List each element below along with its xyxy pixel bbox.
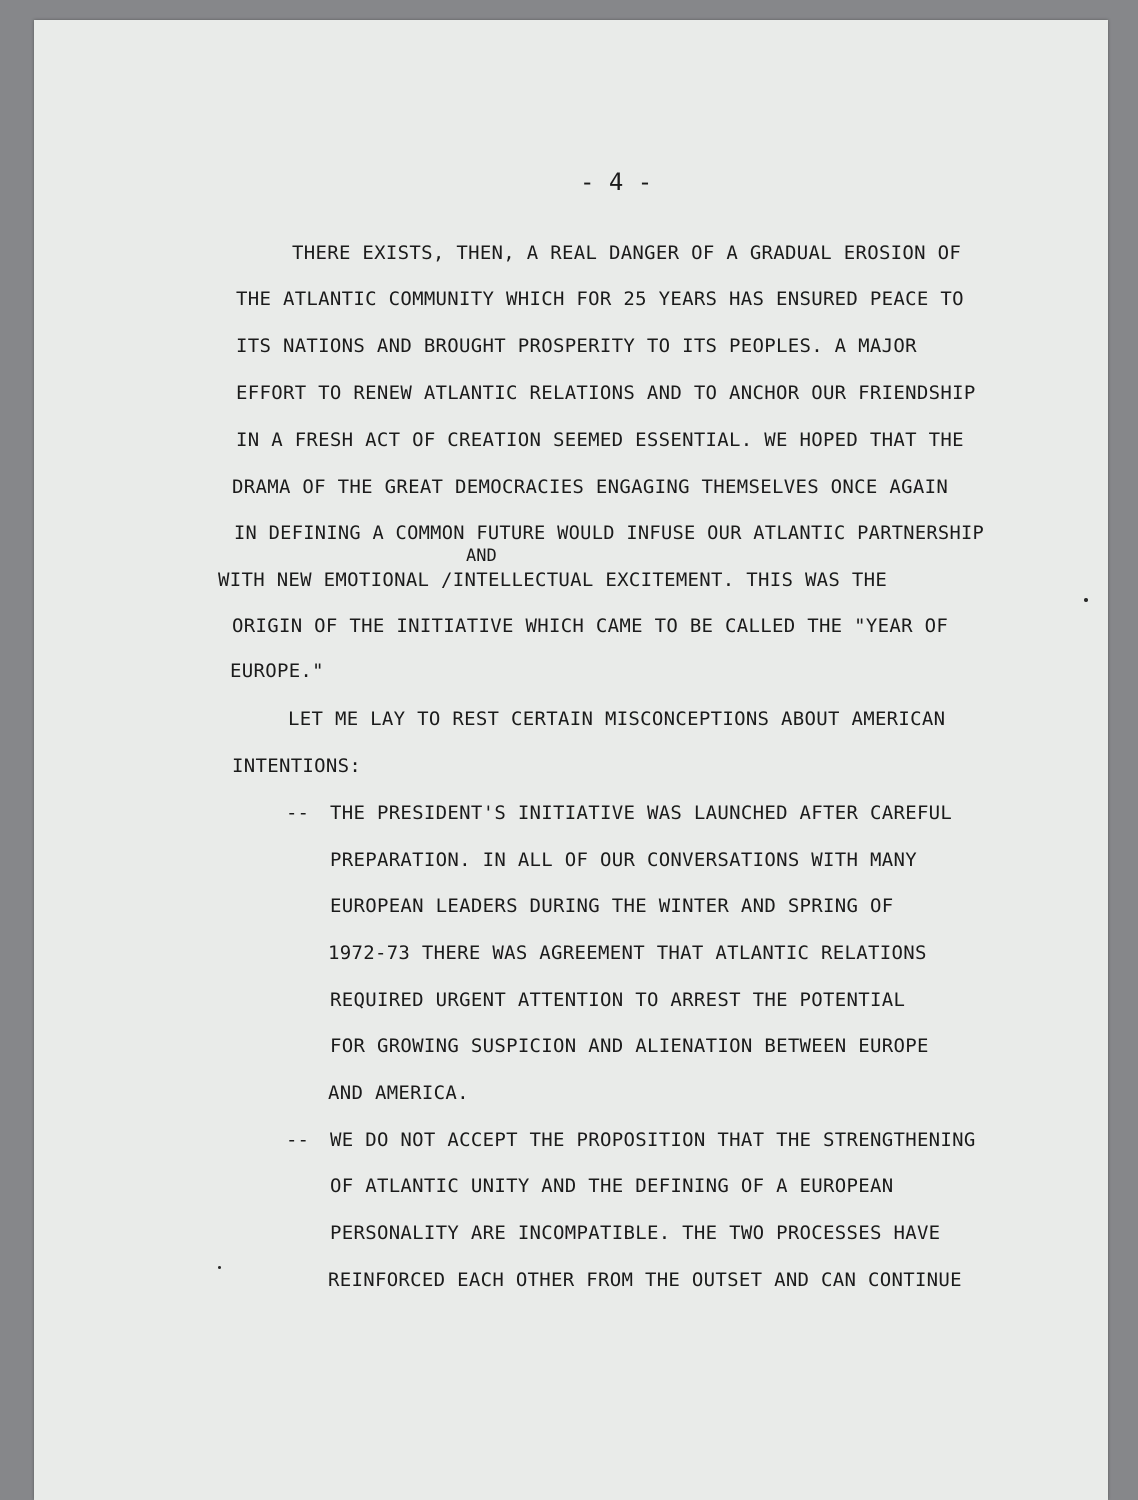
page-number: - 4 - (580, 168, 653, 196)
document-page (34, 20, 1108, 1500)
paragraph-1-line: IN A FRESH ACT OF CREATION SEEMED ESSENTIAL. WE HOPED THAT THE (236, 429, 964, 451)
paragraph-1-line: THE ATLANTIC COMMUNITY WHICH FOR 25 YEARS HAS ENSURED PEACE TO (236, 288, 964, 310)
paragraph-1-line: EUROPE." (230, 660, 324, 682)
bullet-1-line: THE PRESIDENT'S INITIATIVE WAS LAUNCHED AFTER CAREFUL (330, 802, 953, 824)
bullet-1-line: FOR GROWING SUSPICION AND ALIENATION BETWEEN EUROPE (330, 1035, 929, 1057)
bullet-1-line: 1972-73 THERE WAS AGREEMENT THAT ATLANTIC RELATIONS (328, 942, 927, 964)
paragraph-1-line: THERE EXISTS, THEN, A REAL DANGER OF A GRADUAL EROSION OF (292, 242, 962, 264)
paragraph-1-line: IN DEFINING A COMMON FUTURE WOULD INFUSE OUR ATLANTIC PARTNERSHIP (234, 522, 985, 544)
bullet-2-line: REINFORCED EACH OTHER FROM THE OUTSET AND CAN CONTINUE (328, 1269, 962, 1291)
handwritten-insertion: AND (466, 546, 497, 566)
bullet-1-line: EUROPEAN LEADERS DURING THE WINTER AND SPRING OF (330, 895, 894, 917)
bullet-2-line: OF ATLANTIC UNITY AND THE DEFINING OF A EUROPEAN (330, 1175, 894, 1197)
bullet-1-line: AND AMERICA. (328, 1082, 469, 1104)
scan-speck (1084, 598, 1088, 602)
bullet-1-line: REQUIRED URGENT ATTENTION TO ARREST THE POTENTIAL (330, 989, 906, 1011)
paragraph-1-line: ORIGIN OF THE INITIATIVE WHICH CAME TO BE CALLED THE "YEAR OF (232, 615, 949, 637)
paragraph-1-line: DRAMA OF THE GREAT DEMOCRACIES ENGAGING THEMSELVES ONCE AGAIN (232, 476, 949, 498)
bullet-2-line: WE DO NOT ACCEPT THE PROPOSITION THAT THE STRENGTHENING (330, 1129, 976, 1151)
bullet-2-marker: -- (286, 1129, 309, 1151)
paragraph-2-line: LET ME LAY TO REST CERTAIN MISCONCEPTIONS ABOUT AMERICAN (288, 708, 946, 730)
paragraph-1-line: WITH NEW EMOTIONAL /INTELLECTUAL EXCITEMENT. THIS WAS THE (218, 569, 888, 591)
bullet-2-line: PERSONALITY ARE INCOMPATIBLE. THE TWO PROCESSES HAVE (330, 1222, 941, 1244)
scan-speck (218, 1266, 221, 1269)
bullet-1-line: PREPARATION. IN ALL OF OUR CONVERSATIONS WITH MANY (330, 849, 917, 871)
paragraph-1-line: ITS NATIONS AND BROUGHT PROSPERITY TO ITS PEOPLES. A MAJOR (236, 335, 917, 357)
bullet-1-marker: -- (286, 802, 309, 824)
paragraph-2-line: INTENTIONS: (232, 755, 362, 777)
paragraph-1-line: EFFORT TO RENEW ATLANTIC RELATIONS AND TO ANCHOR OUR FRIENDSHIP (236, 382, 976, 404)
